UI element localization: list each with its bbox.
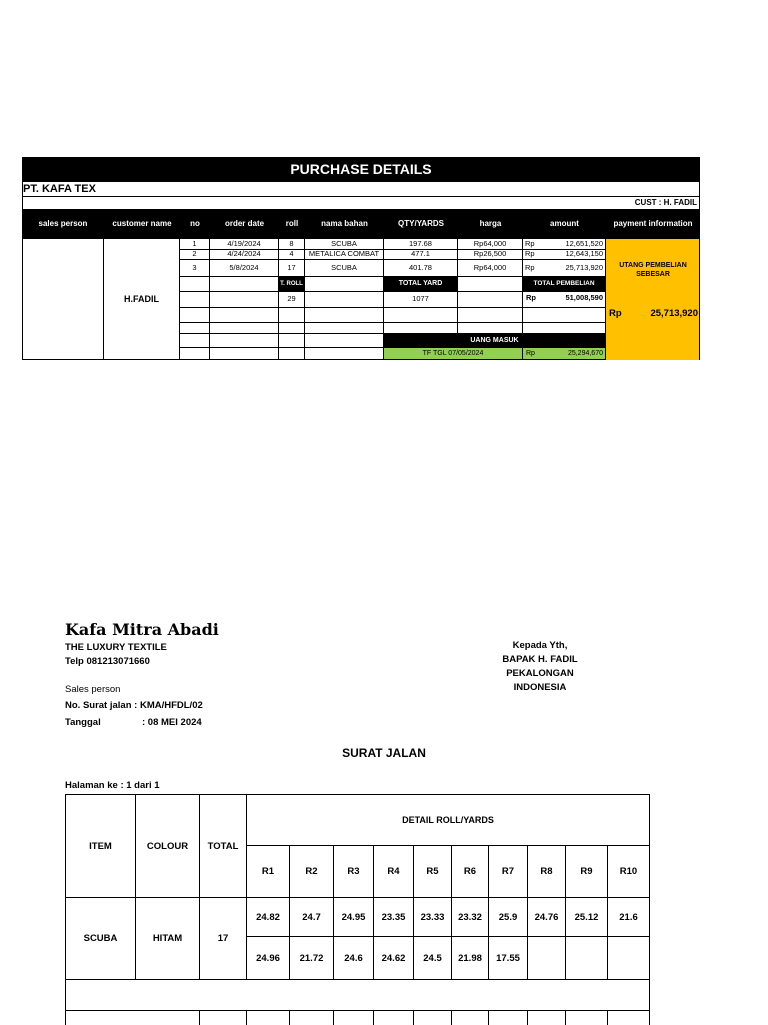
header-payment-information: payment information: [606, 209, 700, 239]
purchase-details-section: [22, 157, 700, 360]
tanggal-label: Tanggal: [65, 717, 101, 728]
tf-rp: Rp: [526, 350, 535, 357]
roll-value: 24.82: [246, 897, 290, 937]
t-roll-label: T. ROLL: [279, 277, 304, 291]
sales-person-label: Sales person: [65, 684, 121, 695]
halaman: Halaman ke : 1 dari 1: [65, 780, 160, 791]
header-order-date: order date: [210, 209, 279, 239]
tf-amount-cell: [523, 348, 605, 359]
roll-value: 24.6: [333, 936, 374, 980]
row-roll: 4: [289, 249, 294, 258]
roll-header: R9: [565, 845, 608, 898]
recipient-line: INDONESIA: [513, 682, 567, 693]
row-no: 1: [192, 239, 197, 248]
roll-header: R1: [246, 845, 290, 898]
row-no: 3: [192, 263, 197, 272]
recipient-line: BAPAK H. FADIL: [502, 654, 578, 665]
roll-header: R7: [488, 845, 528, 898]
utang-rp: Rp: [609, 308, 622, 319]
header-customer-name: customer name: [104, 209, 180, 239]
roll-value: [565, 936, 608, 980]
row-harga: Rp26,500: [473, 249, 507, 258]
row-amount: 25,713,920: [565, 263, 603, 272]
utang-label: UTANG PEMBELIAN SEBESAR: [619, 262, 687, 278]
payment-information-cell: [606, 239, 700, 360]
row-roll: 17: [287, 263, 296, 272]
row-amount: 12,643,150: [565, 249, 603, 258]
row-bahan: METALICA COMBAT: [308, 249, 380, 258]
header-qty-yards: QTY/YARDS: [384, 209, 458, 239]
roll-header: R3: [333, 845, 374, 898]
roll-value: 21.98: [451, 936, 489, 980]
roll-value: 23.32: [451, 897, 489, 937]
roll-value: 24.5: [413, 936, 452, 980]
roll-value: 24.95: [333, 897, 374, 937]
roll-value: [607, 936, 650, 980]
header-roll: roll: [279, 209, 305, 239]
row-rp: Rp: [525, 239, 535, 248]
roll-header: R6: [451, 845, 489, 898]
row-date: 4/19/2024: [227, 239, 261, 248]
row-qty: 401.78: [409, 263, 432, 272]
tf-label: TF TGL 07/05/2024: [384, 348, 522, 359]
roll-header: R2: [289, 845, 334, 898]
tagline: THE LUXURY TEXTILE: [65, 642, 167, 653]
roll-value: 21.72: [289, 936, 334, 980]
header-amount: amount: [523, 209, 606, 239]
roll-header: R8: [527, 845, 566, 898]
roll-value: [527, 936, 566, 980]
no-surat-jalan: No. Surat jalan : KMA/HFDL/02: [65, 700, 203, 711]
item-cell: SCUBA: [65, 897, 136, 980]
total-yard-value: 1077: [412, 294, 429, 303]
total-rp: Rp: [526, 293, 536, 302]
row-harga: Rp64,000: [473, 263, 507, 272]
roll-header: R4: [373, 845, 414, 898]
row-rp: Rp: [525, 249, 535, 258]
total-pembelian-value: 51,008,590: [565, 293, 603, 302]
roll-value: 25.9: [488, 897, 528, 937]
row-harga: Rp64,000: [473, 239, 507, 248]
roll-header: R10: [607, 845, 650, 898]
row-bahan: SCUBA: [331, 263, 357, 272]
header-sales-person: sales person: [22, 209, 104, 239]
uang-masuk-label: UANG MASUK: [384, 334, 605, 347]
header-harga: harga: [458, 209, 523, 239]
empty-row: [65, 979, 650, 1011]
tanggal-value: : 08 MEI 2024: [142, 717, 202, 728]
row-qty: 197.68: [409, 239, 432, 248]
total-pembelian-label: TOTAL PEMBELIAN: [523, 277, 605, 291]
total-cell: 17: [199, 897, 247, 980]
company-name: PT. KAFA TEX: [22, 182, 700, 197]
row-no: 2: [192, 249, 197, 258]
customer-label: CUST : H. FADIL: [22, 197, 700, 209]
brand-name: Kafa Mitra Abadi: [65, 620, 219, 639]
roll-value: 24.62: [373, 936, 414, 980]
col-colour-header: COLOUR: [135, 794, 200, 898]
recipient-line: PEKALONGAN: [506, 668, 574, 679]
roll-value: 25.12: [565, 897, 608, 937]
row-bahan: SCUBA: [331, 239, 357, 248]
next-row: [65, 1010, 650, 1025]
col-item-header: ITEM: [65, 794, 136, 898]
header-no: no: [180, 209, 210, 239]
utang-amount: 25,713,920: [650, 308, 698, 319]
row-amount: 12,651,520: [565, 239, 603, 248]
t-roll-value: 29: [287, 294, 296, 303]
row-roll: 8: [289, 239, 294, 248]
recipient-line: Kepada Yth,: [512, 640, 568, 651]
roll-value: 21.6: [607, 897, 650, 937]
customer-name-cell: H.FADIL: [124, 294, 159, 304]
roll-value: 24.96: [246, 936, 290, 980]
roll-header: R5: [413, 845, 452, 898]
recipient-block: [470, 639, 610, 695]
purchase-title: PURCHASE DETAILS: [22, 157, 700, 182]
telp: Telp 081213071660: [65, 656, 150, 667]
total-yard-label: TOTAL YARD: [384, 277, 457, 291]
detail-roll-header: DETAIL ROLL/YARDS: [246, 794, 650, 846]
tf-amount: 25,294,670: [567, 350, 603, 357]
roll-value: 24.7: [289, 897, 334, 937]
colour-cell: HITAM: [135, 897, 200, 980]
row-date: 4/24/2024: [227, 249, 261, 258]
row-date: 5/8/2024: [229, 263, 259, 272]
surat-jalan-title: SURAT JALAN: [342, 746, 426, 760]
header-nama-bahan: nama bahan: [305, 209, 384, 239]
col-total-header: TOTAL: [199, 794, 247, 898]
roll-value: 24.76: [527, 897, 566, 937]
roll-value: 23.33: [413, 897, 452, 937]
roll-value: 23.35: [373, 897, 414, 937]
row-qty: 477.1: [411, 249, 430, 258]
row-rp: Rp: [525, 263, 535, 272]
roll-value: 17.55: [488, 936, 528, 980]
